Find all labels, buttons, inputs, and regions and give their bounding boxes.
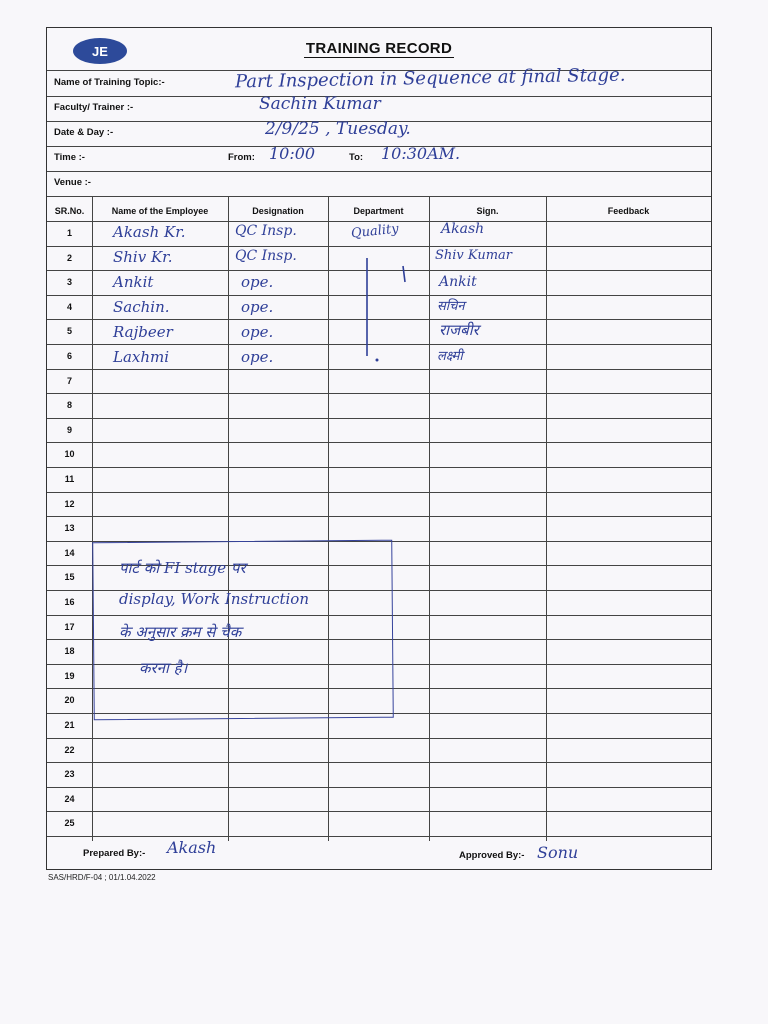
- col-header-feedback: Feedback: [607, 206, 650, 216]
- sr-number: 12: [64, 498, 75, 509]
- sr-number: 8: [66, 400, 72, 411]
- sr-number: 5: [66, 326, 72, 337]
- sr-number: 24: [64, 793, 75, 804]
- time-label: Time :-: [54, 152, 85, 163]
- col-divider: [328, 196, 329, 841]
- employee-designation: ope.: [241, 273, 274, 291]
- from-value: 10:00: [269, 144, 316, 163]
- employee-sign: Ankit: [439, 274, 477, 290]
- approved-by-signature: Sonu: [537, 843, 579, 862]
- sr-number: 4: [66, 301, 72, 312]
- approved-by-label: Approved By:-: [459, 850, 525, 861]
- employee-name: Laxhmi: [113, 348, 170, 366]
- from-label: From:: [228, 152, 255, 163]
- table-row: [47, 762, 711, 763]
- table-row: [47, 467, 711, 468]
- table-row: [47, 442, 711, 443]
- employee-sign: लक्ष्मी: [437, 349, 463, 364]
- sr-number: 19: [64, 670, 75, 681]
- sr-number: 10: [64, 449, 75, 460]
- sr-number: 1: [66, 228, 72, 238]
- table-row: [47, 738, 711, 739]
- to-value: 10:30AM.: [381, 144, 461, 163]
- trainer-label: Faculty/ Trainer :-: [54, 102, 134, 113]
- sr-number: 13: [64, 523, 75, 534]
- sr-number: 22: [64, 744, 75, 755]
- employee-designation: ope.: [241, 323, 274, 341]
- sr-number: 7: [66, 375, 72, 386]
- sr-number: 15: [64, 572, 75, 583]
- page-title: TRAINING RECORD: [305, 40, 453, 57]
- employee-department: Quality: [350, 221, 400, 242]
- note-line: करना है।: [139, 659, 188, 677]
- employee-name: Rajbeer: [113, 323, 173, 341]
- col-header-department: Department: [353, 206, 404, 216]
- document-code: SAS/HRD/F-04 ; 01/1.04.2022: [48, 873, 156, 882]
- date-label: Date & Day :-: [54, 127, 114, 138]
- employee-sign: Akash: [441, 221, 485, 237]
- date-value: 2/9/25 , Tuesday.: [265, 119, 411, 139]
- note-line: पार्ट को FI stage पर: [119, 559, 246, 577]
- prepared-by-signature: Akash: [167, 838, 217, 857]
- sr-number: 18: [64, 646, 75, 657]
- sr-number: 3: [66, 277, 72, 288]
- table-row: [47, 393, 711, 394]
- sr-number: 2: [66, 252, 72, 263]
- trainer-value: Sachin Kumar: [259, 94, 381, 114]
- to-label: To:: [349, 152, 364, 163]
- table-row: [47, 811, 711, 812]
- sr-number: 20: [64, 695, 75, 706]
- prepared-by-label: Prepared By:-: [83, 848, 146, 859]
- venue-label: Venue :-: [54, 177, 91, 188]
- sr-number: 25: [64, 818, 75, 829]
- logo-text: JE: [92, 44, 108, 59]
- employee-name: Akash Kr.: [113, 223, 186, 241]
- employee-designation: QC Insp.: [235, 223, 297, 239]
- col-header-name: Name of the Employee: [111, 206, 209, 216]
- sr-number: 6: [66, 351, 72, 361]
- topic-label: Name of Training Topic:-: [54, 77, 165, 88]
- divider: [47, 221, 711, 222]
- employee-designation: ope.: [241, 298, 274, 316]
- sr-number: 16: [64, 597, 75, 607]
- sr-number: 17: [64, 621, 75, 632]
- employee-name: Shiv Kr.: [113, 248, 173, 266]
- col-divider: [429, 196, 430, 841]
- sr-number: 14: [64, 547, 75, 558]
- col-header-designation: Designation: [252, 206, 304, 216]
- sr-number: 23: [64, 769, 75, 780]
- table-row: [47, 516, 711, 517]
- sr-number: 11: [64, 474, 75, 484]
- note-line: के अनुसार क्रम से चैक: [119, 623, 242, 641]
- col-divider: [546, 196, 547, 841]
- department-ditto-mark: [347, 238, 407, 368]
- sr-number: 21: [64, 720, 75, 730]
- topic-value: Part Inspection in Sequence at final Stage.: [234, 64, 626, 93]
- employee-designation: QC Insp.: [235, 248, 297, 264]
- table-row: [47, 836, 711, 837]
- table-row: [47, 369, 711, 370]
- employee-designation: ope.: [241, 348, 274, 366]
- col-header-sign: Sign.: [476, 206, 499, 216]
- employee-sign: राजबीर: [439, 321, 479, 339]
- employee-name: Sachin.: [113, 298, 170, 316]
- col-divider: [228, 196, 229, 841]
- table-row: [47, 492, 711, 493]
- employee-sign: सचिन: [437, 299, 465, 314]
- employee-name: Ankit: [113, 273, 154, 291]
- note-line: display, Work Instruction: [119, 590, 309, 608]
- sr-number: 9: [66, 424, 72, 435]
- employee-sign: Shiv Kumar: [435, 248, 513, 263]
- training-record-form: [46, 27, 712, 870]
- col-header-sr: SR.No.: [54, 206, 85, 216]
- table-row: [47, 787, 711, 788]
- col-divider: [92, 196, 93, 841]
- divider: [47, 196, 711, 197]
- divider: [47, 146, 711, 147]
- table-row: [47, 418, 711, 419]
- divider: [47, 171, 711, 172]
